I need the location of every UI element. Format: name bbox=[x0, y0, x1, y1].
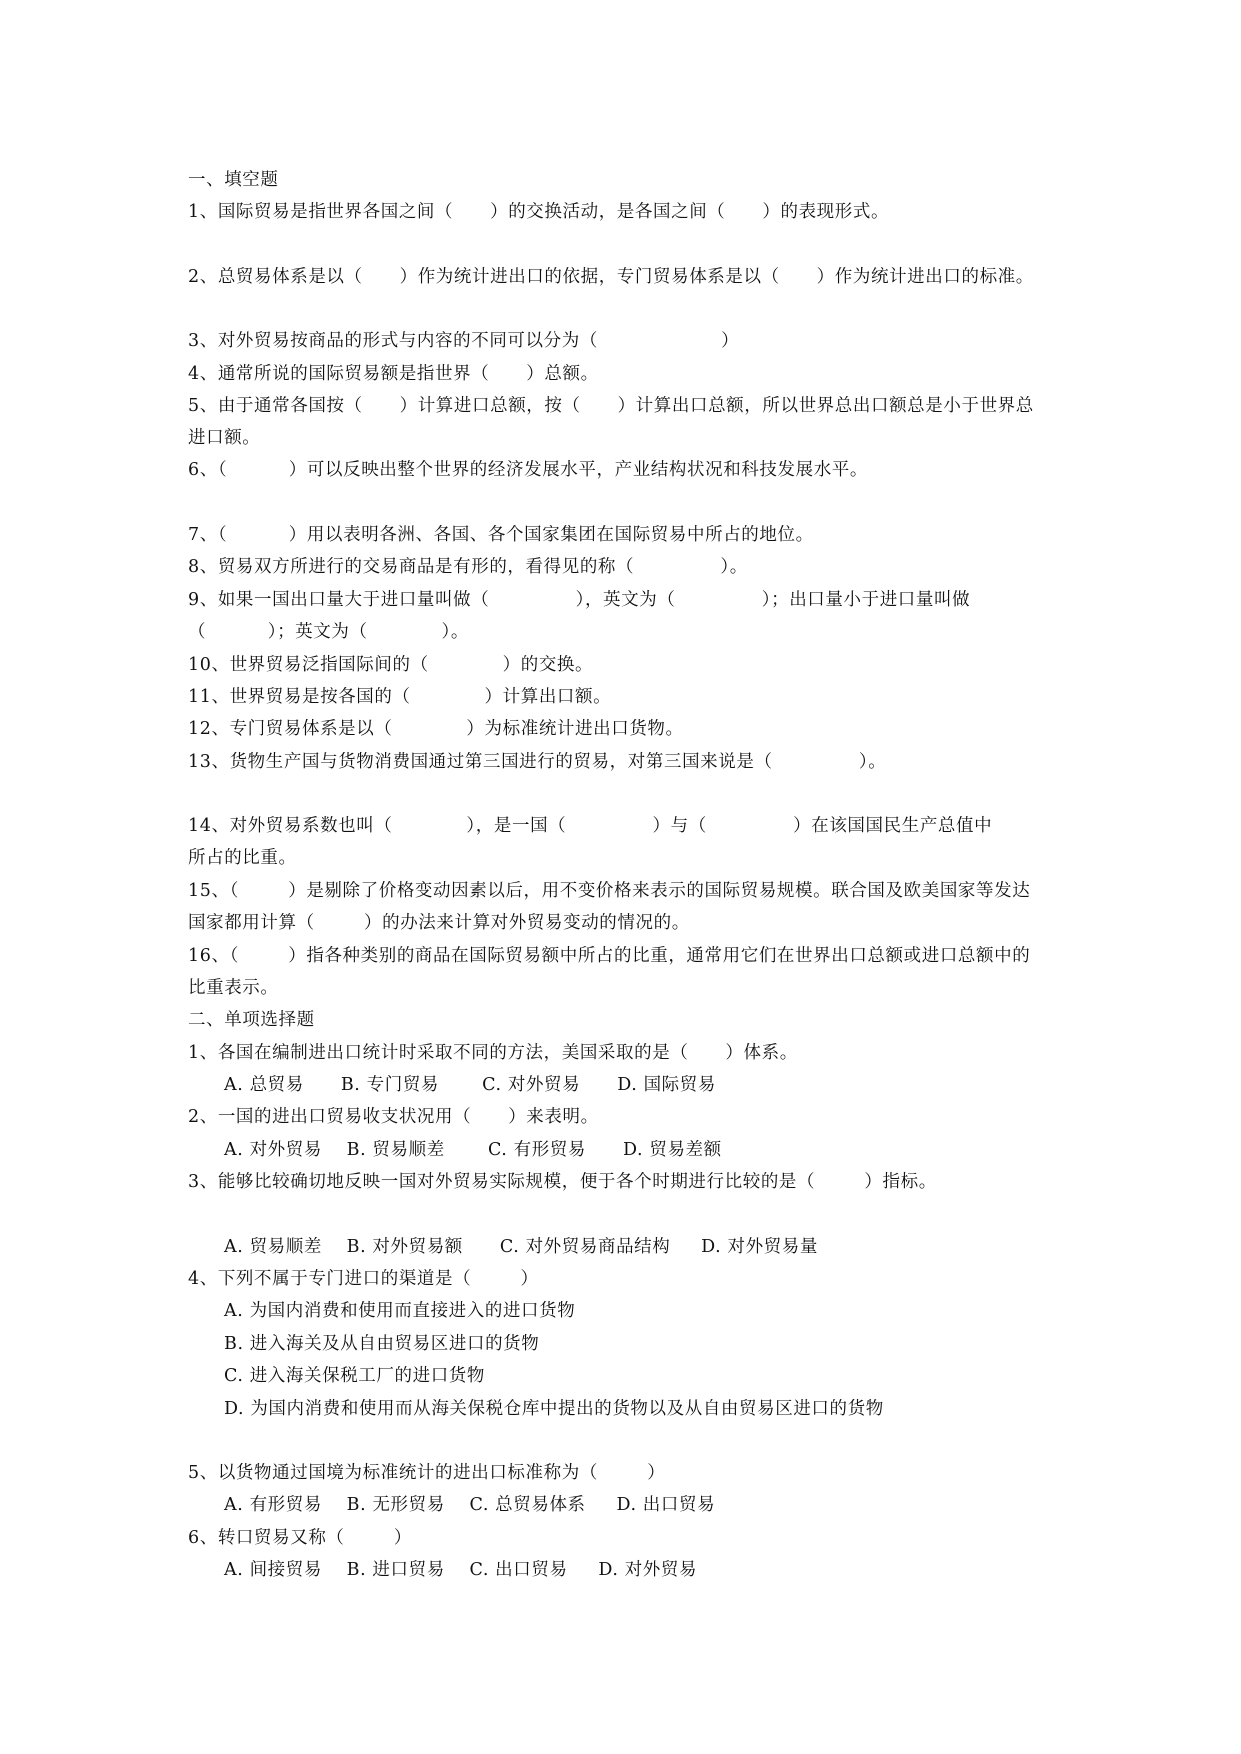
fill-q14: 14、对外贸易系数也叫（ ），是一国（ ）与（ ）在该国国民生产总值中 bbox=[188, 816, 993, 836]
fill-q13: 13、货物生产国与货物消费国通过第三国进行的贸易，对第三国来说是（ ）。 bbox=[188, 752, 887, 772]
fill-q15-cont: 国家都用计算（ ）的办法来计算对外贸易变动的情况的。 bbox=[188, 913, 690, 933]
fill-q5-cont: 进口额。 bbox=[188, 428, 261, 448]
fill-q9: 9、如果一国出口量大于进口量叫做（ ），英文为（ ）；出口量小于进口量叫做 bbox=[188, 590, 971, 610]
fill-q16: 16、（ ）指各种类别的商品在国际贸易额中所占的比重，通常用它们在世界出口总额或进口总额中的 bbox=[188, 946, 1031, 966]
fill-q9-cont: （ ）；英文为（ ）。 bbox=[188, 622, 469, 642]
fill-q16-cont: 比重表示。 bbox=[188, 978, 279, 998]
choice-q1-options: A. 总贸易 B. 专门贸易 C. 对外贸易 D. 国际贸易 bbox=[224, 1075, 716, 1095]
choice-q5: 5、以货物通过国境为标准统计的进出口标准称为（ ） bbox=[188, 1463, 666, 1483]
fill-q2: 2、总贸易体系是以（ ）作为统计进出口的依据，专门贸易体系是以（ ）作为统计进出口的标准。 bbox=[188, 267, 1034, 287]
fill-q8: 8、贸易双方所进行的交易商品是有形的，看得见的称（ ）。 bbox=[188, 557, 748, 577]
fill-q10: 10、世界贸易泛指国际间的（ ）的交换。 bbox=[188, 655, 594, 675]
fill-q4: 4、通常所说的国际贸易额是指世界（ ）总额。 bbox=[188, 364, 599, 384]
choice-q3: 3、能够比较确切地反映一国对外贸易实际规模，便于各个时期进行比较的是（ ）指标。 bbox=[188, 1172, 937, 1192]
fill-q5: 5、由于通常各国按（ ）计算进口总额，按（ ）计算出口总额，所以世界总出口额总是小于世界总 bbox=[188, 396, 1034, 416]
choice-q5-options: A. 有形贸易 B. 无形贸易 C. 总贸易体系 D. 出口贸易 bbox=[224, 1495, 716, 1515]
choice-q6: 6、转口贸易又称（ ） bbox=[188, 1528, 412, 1548]
choice-q1: 1、各国在编制进出口统计时采取不同的方法，美国采取的是（ ）体系。 bbox=[188, 1043, 798, 1063]
fill-q11: 11、世界贸易是按各国的（ ）计算出口额。 bbox=[188, 687, 612, 707]
choice-q2: 2、一国的进出口贸易收支状况用（ ）来表明。 bbox=[188, 1107, 599, 1127]
section1-heading: 一、填空题 bbox=[188, 170, 279, 190]
choice-q2-options: A. 对外贸易 B. 贸易顺差 C. 有形贸易 D. 贸易差额 bbox=[224, 1140, 722, 1160]
fill-q15: 15、（ ）是剔除了价格变动因素以后，用不变价格来表示的国际贸易规模。联合国及欧美国家等发达 bbox=[188, 881, 1031, 901]
section2-heading: 二、单项选择题 bbox=[188, 1010, 315, 1030]
choice-q3-options: A. 贸易顺差 B. 对外贸易额 C. 对外贸易商品结构 D. 对外贸易量 bbox=[224, 1237, 819, 1257]
choice-q4-option-d: D. 为国内消费和使用而从海关保税仓库中提出的货物以及从自由贸易区进口的货物 bbox=[224, 1399, 884, 1419]
fill-q14-cont: 所占的比重。 bbox=[188, 848, 297, 868]
fill-q3: 3、对外贸易按商品的形式与内容的不同可以分为（ ） bbox=[188, 331, 740, 351]
fill-q1: 1、国际贸易是指世界各国之间（ ）的交换活动，是各国之间（ ）的表现形式。 bbox=[188, 202, 890, 222]
choice-q4-option-b: B. 进入海关及从自由贸易区进口的货物 bbox=[224, 1334, 540, 1354]
fill-q7: 7、（ ）用以表明各洲、各国、各个国家集团在国际贸易中所占的地位。 bbox=[188, 525, 814, 545]
choice-q4-option-a: A. 为国内消费和使用而直接进入的进口货物 bbox=[224, 1301, 576, 1321]
fill-q6: 6、（ ）可以反映出整个世界的经济发展水平，产业结构状况和科技发展水平。 bbox=[188, 460, 869, 480]
fill-q12: 12、专门贸易体系是以（ ）为标准统计进出口货物。 bbox=[188, 719, 684, 739]
choice-q4: 4、下列不属于专门进口的渠道是（ ） bbox=[188, 1269, 539, 1289]
choice-q4-option-c: C. 进入海关保税工厂的进口货物 bbox=[224, 1366, 485, 1386]
choice-q6-options: A. 间接贸易 B. 进口贸易 C. 出口贸易 D. 对外贸易 bbox=[224, 1560, 698, 1580]
